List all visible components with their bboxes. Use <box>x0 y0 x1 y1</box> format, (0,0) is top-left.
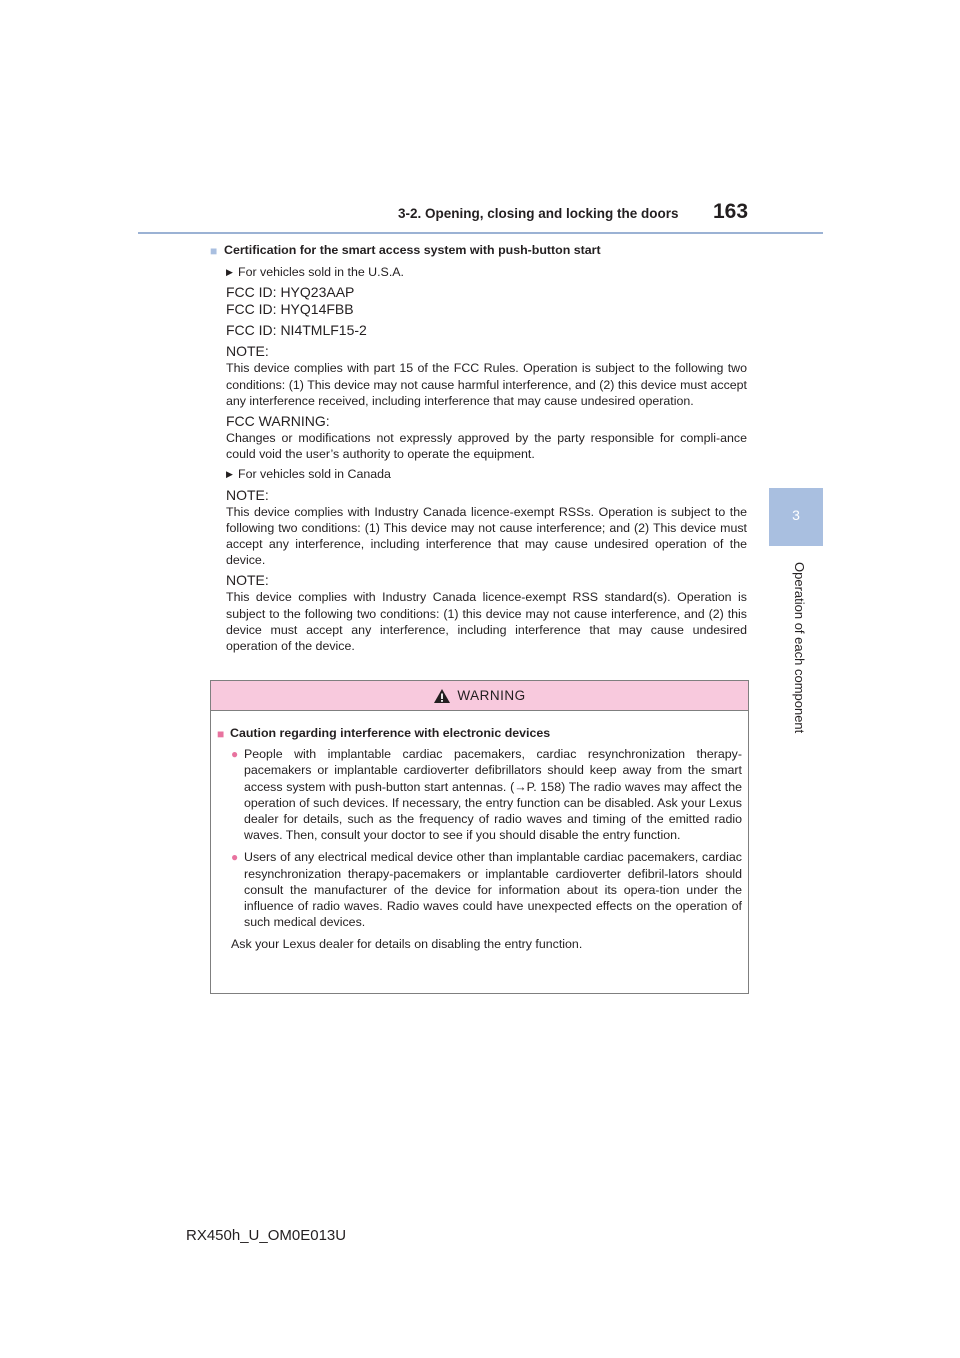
section-heading-text: Certification for the smart access system with push-button start <box>224 243 601 257</box>
warning-triangle-icon <box>433 688 451 704</box>
warning-header <box>211 681 748 711</box>
canada-note-1-text: This device complies with Industry Canada licence-exempt RSSs. Operation is subject to the following two conditions: (1) This device may not cause interference; and (2) This device must accept any interference, including interference that may cause undesired operation of the device. <box>226 504 747 568</box>
chapter-label: Operation of each component <box>792 562 807 734</box>
warning-title: WARNING <box>457 688 526 703</box>
fcc-warning-title: FCC WARNING: <box>226 413 330 430</box>
section-header-title: 3-2. Opening, closing and locking the doors <box>398 206 679 221</box>
warning-bullet-text: People with implantable cardiac pacemakers, cardiac resynchronization therapy-pacemakers or implantable cardioverter defibrillators should keep away from the smart access system with push-button start antennas. (→P. 158) The radio waves may affect the operation of such devices. If necessary, the entry function can be disabled. Ask your Lexus dealer for details, such as the frequency of radio waves and timing of the emitted radio waves. Then, consult your doctor to see if you should disable the entry function. <box>244 747 742 843</box>
warning-heading <box>217 725 742 742</box>
usa-subheading <box>226 264 747 280</box>
header-rule <box>138 232 823 234</box>
usa-label: For vehicles sold in the U.S.A. <box>238 265 404 280</box>
usa-note-text: This device complies with part 15 of the FCC Rules. Operation is subject to the following two conditions: (1) This device may not cause harmful interference, and (2) this device must accept any interference received, including interference that may cause undesired operation. <box>226 361 747 408</box>
warning-bullet <box>231 849 742 930</box>
certification-section <box>210 242 747 654</box>
page-number: 163 <box>713 200 749 223</box>
fcc-id-2: FCC ID: HYQ14FBB <box>226 301 354 318</box>
circle-bullet-icon: ● <box>231 747 239 762</box>
warning-box <box>210 680 749 994</box>
chapter-tab: 3 <box>769 488 823 546</box>
circle-bullet-icon: ● <box>231 850 239 865</box>
square-bullet-icon: ■ <box>217 727 225 741</box>
fcc-warning <box>226 413 747 462</box>
warning-bullet-text: Users of any electrical medical device other than implantable cardiac pacemakers, cardiac resynchronization therapy-pacemakers or implantable cardioverter defibril-lators should consult the manufacturer of the device for information about its opera-tion under the influence of radio waves. Radio waves could have unexpected effects on the operation of such medical devices. <box>244 850 742 930</box>
triangle-right-icon: ▶ <box>226 469 233 480</box>
fcc-id-3: FCC ID: NI4TMLF15-2 <box>226 322 367 339</box>
warning-heading-text: Caution regarding interference with electronic devices <box>230 726 551 740</box>
fcc-ids <box>226 284 747 318</box>
usa-note-title: NOTE: <box>226 343 269 360</box>
square-bullet-icon: ■ <box>210 244 218 258</box>
canada-note-2-text: This device complies with Industry Canada licence-exempt RSS standard(s). Operation is subject to the following two conditions: (1) this device may not cause interference, and (2) this device must accept any interference, including interference that may cause undesired operation of the device. <box>226 590 747 654</box>
canada-note-2-title: NOTE: <box>226 572 269 589</box>
fcc-id-3-block <box>226 322 747 339</box>
canada-note-2 <box>226 572 747 654</box>
triangle-right-icon: ▶ <box>226 267 233 278</box>
warning-body <box>211 711 748 953</box>
canada-label: For vehicles sold in Canada <box>238 467 391 482</box>
fcc-id-1: FCC ID: HYQ23AAP <box>226 284 355 301</box>
document-code: RX450h_U_OM0E013U <box>186 1227 347 1244</box>
canada-note-1-title: NOTE: <box>226 486 269 503</box>
canada-note-1 <box>226 487 747 569</box>
section-heading <box>210 242 747 259</box>
usa-note <box>226 343 747 409</box>
warning-footer: Ask your Lexus dealer for details on disabling the entry function. <box>231 937 583 952</box>
warning-bullet <box>231 746 742 843</box>
fcc-warning-text: Changes or modifications not expressly approved by the party responsible for compli-ance could void the user’s authority to operate the equipment. <box>226 431 747 462</box>
canada-subheading <box>226 466 747 482</box>
